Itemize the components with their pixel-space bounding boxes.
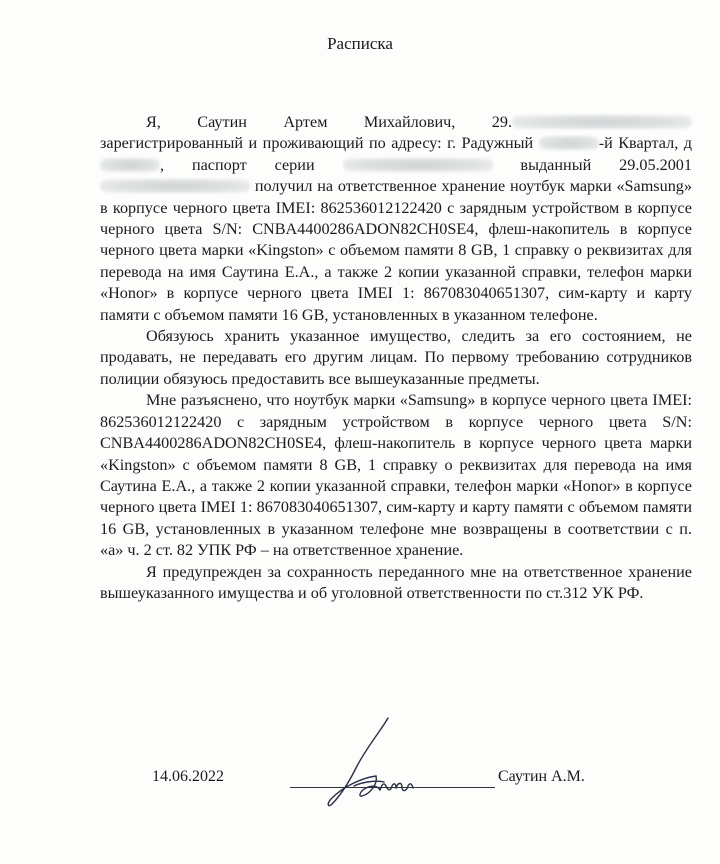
redaction-blur	[539, 136, 599, 150]
paragraph-text: Я предупрежден за сохранность переданного мне на ответственное хранение вышеуказанного имущества и об уголовной ответственности по ст.312 УК РФ.	[100, 562, 692, 602]
handwritten-signature	[318, 712, 428, 822]
paragraph-text: -й Квартал, д	[598, 134, 692, 153]
redaction-blur	[100, 158, 160, 172]
paragraph-text: Я, Саутин Артем Михайлович, 29.	[146, 113, 512, 131]
paragraph-text: Мне разъяснено, что ноутбук марки «Samsung» в корпусе черного цвета IMEI: 862536012122420 с зарядным устройством в корпусе черного цвета S/N: CNBA4400286ADON82CH0SE4, флеш-накопитель в корпусе черного цвета марки «Kingston» с объемом памяти 8 GB, 1 справку о реквизитах для перевода на имя Саутина Е.А., а также 2 копии указанной справки, телефон марки «Honor» в корпусе черного цвета IMEI 1: 867083040651307, сим-карту и карту памяти с объемом памяти 16 GB, установленных в указанном телефоне мне возвращены в соответствии с п. «а» ч. 2 ст. 82 УПК РФ – на ответственное хранение.	[100, 391, 692, 560]
document-title: Расписка	[327, 34, 393, 53]
paragraph-1	[100, 112, 692, 326]
paragraph-text: Обязуюсь хранить указанное имущество, следить за его состоянием, не продавать, не передавать его другим лицам. По первому требованию сотрудников полиции обязуюсь предоставить все вышеуказанные предметы.	[100, 327, 692, 388]
paragraph-text: получил на ответственное хранение ноутбук марки «Samsung» в корпусе черного цвета IMEI: 862536012122420 с зарядным устройством в корпусе черного цвета S/N: CNBA4400286ADON82CH0SE4, флеш-накопитель в корпусе черного цвета марки «Kingston» с объемом памяти 8 GB, 1 справку о реквизитах для перевода на имя Саутина Е.А., а также 2 копии указанной справки, телефон марки «Honor» в корпусе черного цвета IMEI 1: 867083040651307, сим-карту и карту памяти с объемом памяти 16 GB, установленных в указанном телефоне.	[100, 177, 692, 324]
redaction-blur	[100, 179, 250, 193]
redaction-blur	[512, 115, 692, 129]
paragraph-2	[100, 326, 692, 390]
paragraph-text: , паспорт серии	[160, 155, 343, 174]
paragraph-3	[100, 390, 692, 561]
paragraph-text: зарегистрированный и проживающий по адресу: г. Радужный	[100, 134, 539, 153]
paragraph-4	[100, 562, 692, 605]
redaction-blur	[343, 158, 493, 172]
signer-name: Саутин А.М.	[498, 768, 585, 785]
document-body	[100, 112, 692, 604]
signature-block	[0, 758, 720, 818]
paragraph-text: выданный 29.05.2001	[492, 155, 692, 174]
document-date: 14.06.2022	[152, 768, 224, 785]
